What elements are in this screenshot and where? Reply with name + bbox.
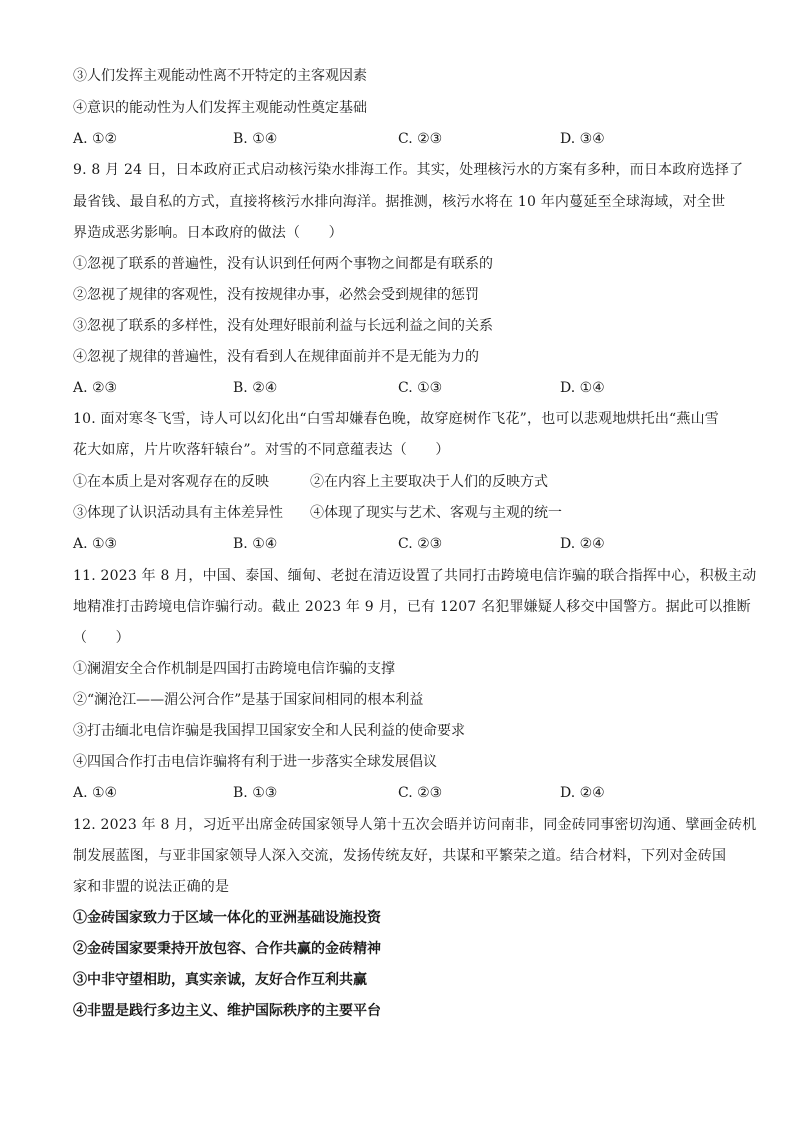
- q8-option-d: D. ③④: [560, 131, 605, 147]
- q9-option-b: B. ②④: [233, 380, 278, 396]
- q10-options: [73, 534, 733, 554]
- q10-stem-line-1: 10. 面对寒冬飞雪，诗人可以幻化出“白雪却嫌春色晚，故穿庭树作飞花”，也可以悲观地烘托出“燕山雪: [73, 411, 719, 427]
- q10-option-c: C. ②③: [398, 536, 443, 552]
- q8-option-c: C. ②③: [398, 131, 443, 147]
- q10-option-b: B. ①④: [233, 536, 278, 552]
- q12-stem-line-3: 家和非盟的说法正确的是: [73, 879, 230, 895]
- q8-options: [73, 129, 733, 149]
- q9-item-2: ②忽视了规律的客观性，没有按规律办事，必然会受到规律的惩罚: [73, 287, 479, 303]
- q12-item-3: ③中非守望相助，真实亲诚，友好合作互利共赢: [73, 972, 367, 988]
- q10-item-1: ①在本质上是对客观存在的反映: [73, 474, 269, 490]
- q11-option-d: D. ②④: [560, 785, 605, 801]
- q9-stem-line-3: 界造成恶劣影响。日本政府的做法（ ）: [73, 225, 343, 241]
- q10-option-d: D. ②④: [560, 536, 605, 552]
- q10-stem-line-2: 花大如席，片片吹落轩辕台”。对雪的不同意蕴表达（ ）: [73, 442, 450, 458]
- q10-item-4: ④体现了现实与艺术、客观与主观的统一: [310, 505, 562, 521]
- q11-options: [73, 783, 733, 803]
- q11-item-4: ④四国合作打击电信诈骗将有利于进一步落实全球发展倡议: [73, 754, 437, 770]
- q8-option-a: A. ①②: [73, 131, 118, 147]
- q12-item-4: ④非盟是践行多边主义、维护国际秩序的主要平台: [73, 1003, 381, 1019]
- q11-item-2: ②“澜沧江——湄公河合作”是基于国家间相同的根本利益: [73, 692, 424, 708]
- q9-option-d: D. ①④: [560, 380, 605, 396]
- q12-stem-line-1: 12. 2023 年 8 月，习近平出席金砖国家领导人第十五次会晤并访问南非，同金砖同事密切沟通、擘画金砖机: [73, 817, 757, 833]
- q10-item-2: ②在内容上主要取决于人们的反映方式: [310, 474, 548, 490]
- q11-stem-line-2: 地精准打击跨境电信诈骗行动。截止 2023 年 9 月，已有 1207 名犯罪嫌疑人移交中国警方。据此可以推断: [73, 599, 751, 615]
- q8-item-3: ③人们发挥主观能动性离不开特定的主客观因素: [73, 68, 367, 84]
- q11-item-3: ③打击缅北电信诈骗是我国捍卫国家安全和人民利益的使命要求: [73, 723, 465, 739]
- q11-option-b: B. ①③: [233, 785, 278, 801]
- q10-item-3: ③体现了认识活动具有主体差异性: [73, 505, 283, 521]
- q11-stem-line-3: （ ）: [73, 630, 130, 646]
- q9-option-a: A. ②③: [73, 380, 118, 396]
- q11-item-1: ①澜湄安全合作机制是四国打击跨境电信诈骗的支撑: [73, 661, 395, 677]
- q9-option-c: C. ①③: [398, 380, 443, 396]
- q11-option-a: A. ①④: [73, 785, 118, 801]
- q11-stem-line-1: 11. 2023 年 8 月，中国、泰国、缅甸、老挝在清迈设置了共同打击跨境电信诈骗的联合指挥中心，积极主动: [73, 568, 757, 584]
- q11-option-c: C. ②③: [398, 785, 443, 801]
- q9-item-4: ④忽视了规律的普遍性，没有看到人在规律面前并不是无能为力的: [73, 349, 479, 365]
- q12-item-2: ②金砖国家要秉持开放包容、合作共赢的金砖精神: [73, 941, 381, 957]
- q8-item-4: ④意识的能动性为人们发挥主观能动性奠定基础: [73, 100, 367, 116]
- q9-stem-line-2: 最省钱、最自私的方式，直接将核污水排向海洋。据推测，核污水将在 10 年内蔓延至全球海域，对全世: [73, 194, 726, 210]
- q9-options: [73, 378, 733, 398]
- q8-option-b: B. ①④: [233, 131, 278, 147]
- q12-item-1: ①金砖国家致力于区域一体化的亚洲基础设施投资: [73, 910, 381, 926]
- q9-item-1: ①忽视了联系的普遍性，没有认识到任何两个事物之间都是有联系的: [73, 256, 493, 272]
- q9-item-3: ③忽视了联系的多样性，没有处理好眼前利益与长远利益之间的关系: [73, 318, 493, 334]
- q12-stem-line-2: 制发展蓝图，与亚非国家领导人深入交流，发扬传统友好，共谋和平繁荣之道。结合材料，下列对金砖国: [73, 848, 727, 864]
- q9-stem-line-1: 9. 8 月 24 日，日本政府正式启动核污染水排海工作。其实，处理核污水的方案有多种，而日本政府选择了: [73, 162, 744, 178]
- q10-option-a: A. ①③: [73, 536, 118, 552]
